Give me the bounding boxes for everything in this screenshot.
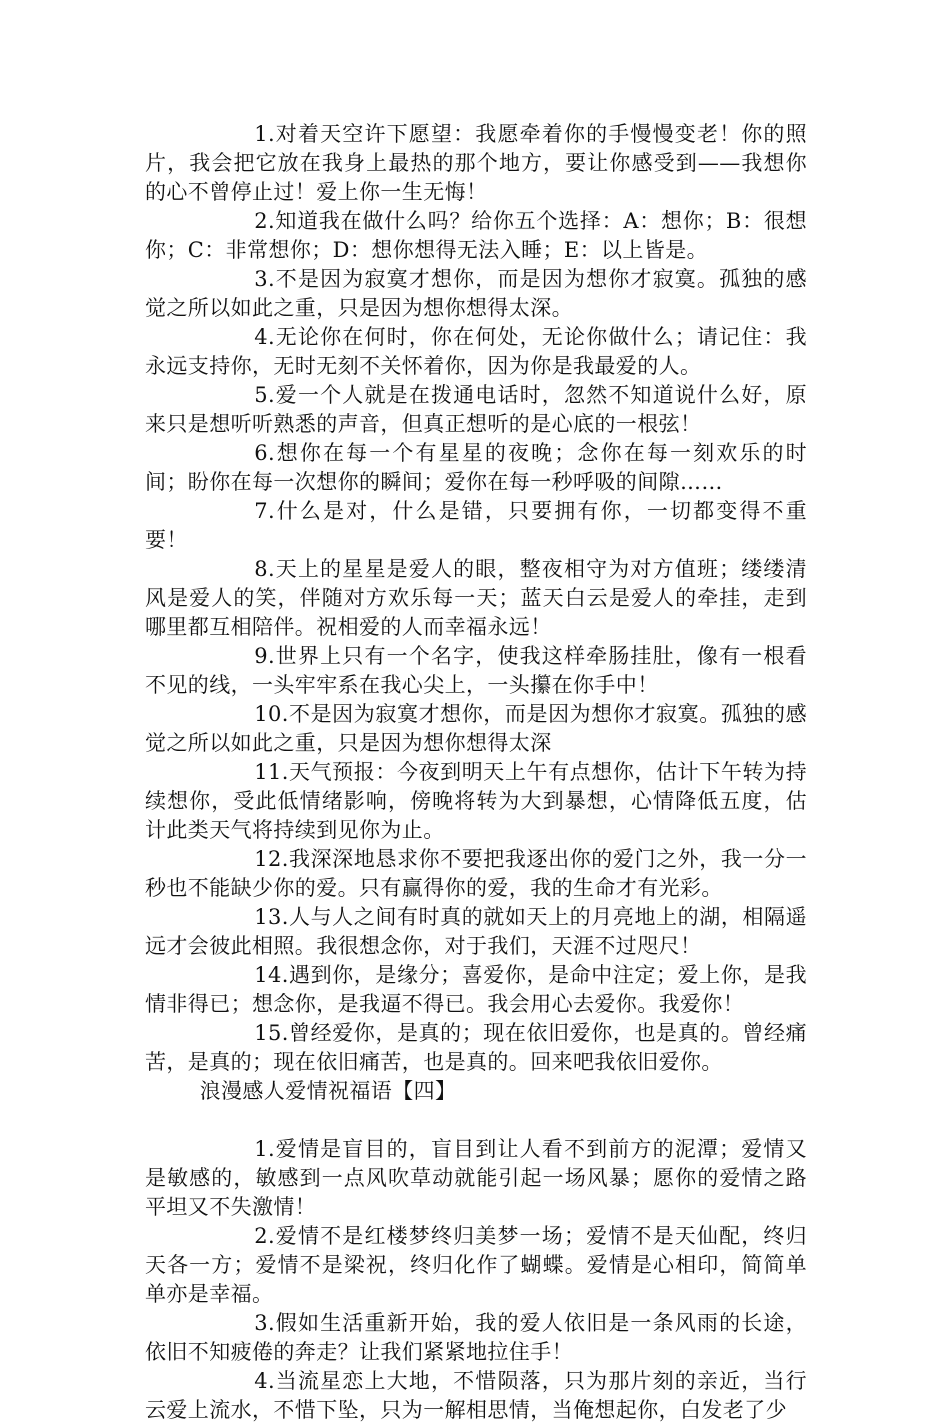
list-item bbox=[145, 439, 807, 497]
list-item bbox=[145, 845, 807, 903]
item-number: 10. bbox=[254, 702, 289, 726]
item-text: 我深深地恳求你不要把我逐出你的爱门之外，我一分一秒也不能缺少你的爱。只有赢得你的爱，我的生命才有光彩。 bbox=[145, 847, 807, 900]
item-number: 11. bbox=[254, 760, 289, 784]
item-text: 不是因为寂寞才想你，而是因为想你才寂寞。孤独的感觉之所以如此之重，只是因为想你想得太深。 bbox=[145, 267, 807, 320]
item-number: 3. bbox=[254, 1311, 276, 1335]
list-item bbox=[145, 120, 807, 207]
item-number: 1. bbox=[254, 1137, 276, 1161]
item-text: 知道我在做什么吗？给你五个选择：A：想你；B：很想你；C：非常想你；D：想你想得无法入睡；E：以上皆是。 bbox=[145, 209, 807, 262]
list-item bbox=[145, 265, 807, 323]
item-number: 4. bbox=[254, 1369, 276, 1393]
wish-list-section-1 bbox=[145, 120, 807, 1077]
list-item bbox=[145, 903, 807, 961]
item-number: 4. bbox=[254, 325, 276, 349]
item-text: 当流星恋上大地，不惜陨落，只为那片刻的亲近，当行云爱上流水，不惜下坠，只为一解相思情，当俺想起你，白发老了少 bbox=[145, 1369, 807, 1422]
list-item bbox=[145, 642, 807, 700]
item-text: 曾经爱你，是真的；现在依旧爱你，也是真的。曾经痛苦，是真的；现在依旧痛苦，也是真的。回来吧我依旧爱你。 bbox=[145, 1021, 807, 1074]
list-item bbox=[145, 1222, 807, 1309]
item-text: 遇到你，是缘分；喜爱你，是命中注定；爱上你，是我情非得已；想念你，是我逼不得已。我会用心去爱你。我爱你！ bbox=[145, 963, 807, 1016]
item-number: 2. bbox=[254, 209, 276, 233]
item-text: 人与人之间有时真的就如天上的月亮地上的湖，相隔遥远才会彼此相照。我很想念你，对于我们，天涯不过咫尺！ bbox=[145, 905, 807, 958]
document-page bbox=[145, 120, 807, 1425]
item-text: 对着天空许下愿望：我愿牵着你的手慢慢变老！你的照片，我会把它放在我身上最热的那个地方，要让你感受到——我想你的心不曾停止过！爱上你一生无悔！ bbox=[145, 122, 807, 204]
item-text: 天上的星星是爱人的眼，整夜相守为对方值班；缕缕清风是爱人的笑，伴随对方欢乐每一天；蓝天白云是爱人的牵挂，走到哪里都互相陪伴。祝相爱的人而幸福永远！ bbox=[145, 557, 807, 639]
list-item bbox=[145, 961, 807, 1019]
item-number: 1. bbox=[254, 122, 276, 146]
list-item bbox=[145, 1367, 807, 1425]
item-number: 15. bbox=[254, 1021, 289, 1045]
list-item bbox=[145, 381, 807, 439]
item-text: 世界上只有一个名字，使我这样牵肠挂肚，像有一根看不见的线，一头牢牢系在我心尖上，一头攥在你手中！ bbox=[145, 644, 807, 697]
item-number: 13. bbox=[254, 905, 289, 929]
item-number: 14. bbox=[254, 963, 289, 987]
list-item bbox=[145, 207, 807, 265]
item-number: 2. bbox=[254, 1224, 276, 1248]
item-text: 什么是对，什么是错，只要拥有你，一切都变得不重要！ bbox=[145, 499, 807, 552]
wish-list-section-2 bbox=[145, 1135, 807, 1425]
item-number: 5. bbox=[254, 383, 276, 407]
item-text: 爱情不是红楼梦终归美梦一场；爱情不是天仙配，终归天各一方；爱情不是梁祝，终归化作了蝴蝶。爱情是心相印，简简单单亦是幸福。 bbox=[145, 1224, 807, 1306]
list-item bbox=[145, 323, 807, 381]
item-number: 8. bbox=[254, 557, 276, 581]
item-number: 7. bbox=[254, 499, 276, 523]
item-text: 想你在每一个有星星的夜晚；念你在每一刻欢乐的时间；盼你在每一次想你的瞬间；爱你在每一秒呼吸的间隙…… bbox=[145, 441, 807, 494]
item-text: 爱一个人就是在拨通电话时，忽然不知道说什么好，原来只是想听听熟悉的声音，但真正想听的是心底的一根弦！ bbox=[145, 383, 807, 436]
list-item bbox=[145, 555, 807, 642]
item-text: 假如生活重新开始，我的爱人依旧是一条风雨的长途，依旧不知疲倦的奔走？让我们紧紧地拉住手！ bbox=[145, 1311, 807, 1364]
list-item bbox=[145, 700, 807, 758]
item-number: 3. bbox=[254, 267, 276, 291]
list-item bbox=[145, 1019, 807, 1077]
section-heading: 浪漫感人爱情祝福语【四】 bbox=[199, 1079, 457, 1103]
list-item bbox=[145, 1309, 807, 1367]
item-number: 6. bbox=[254, 441, 276, 465]
item-number: 12. bbox=[254, 847, 289, 871]
item-text: 天气预报：今夜到明天上午有点想你，估计下午转为持续想你，受此低情绪影响，傍晚将转为大到暴想，心情降低五度，估计此类天气将持续到见你为止。 bbox=[145, 760, 807, 842]
item-number: 9. bbox=[254, 644, 276, 668]
item-text: 不是因为寂寞才想你，而是因为想你才寂寞。孤独的感觉之所以如此之重，只是因为想你想得太深 bbox=[145, 702, 807, 755]
list-item bbox=[145, 1135, 807, 1222]
blank-line bbox=[145, 1106, 807, 1135]
item-text: 无论你在何时，你在何处，无论你做什么；请记住：我永远支持你，无时无刻不关怀着你，因为你是我最爱的人。 bbox=[145, 325, 807, 378]
item-text: 爱情是盲目的，盲目到让人看不到前方的泥潭；爱情又是敏感的，敏感到一点风吹草动就能引起一场风暴；愿你的爱情之路平坦又不失激情！ bbox=[145, 1137, 807, 1219]
list-item bbox=[145, 497, 807, 555]
list-item bbox=[145, 758, 807, 845]
